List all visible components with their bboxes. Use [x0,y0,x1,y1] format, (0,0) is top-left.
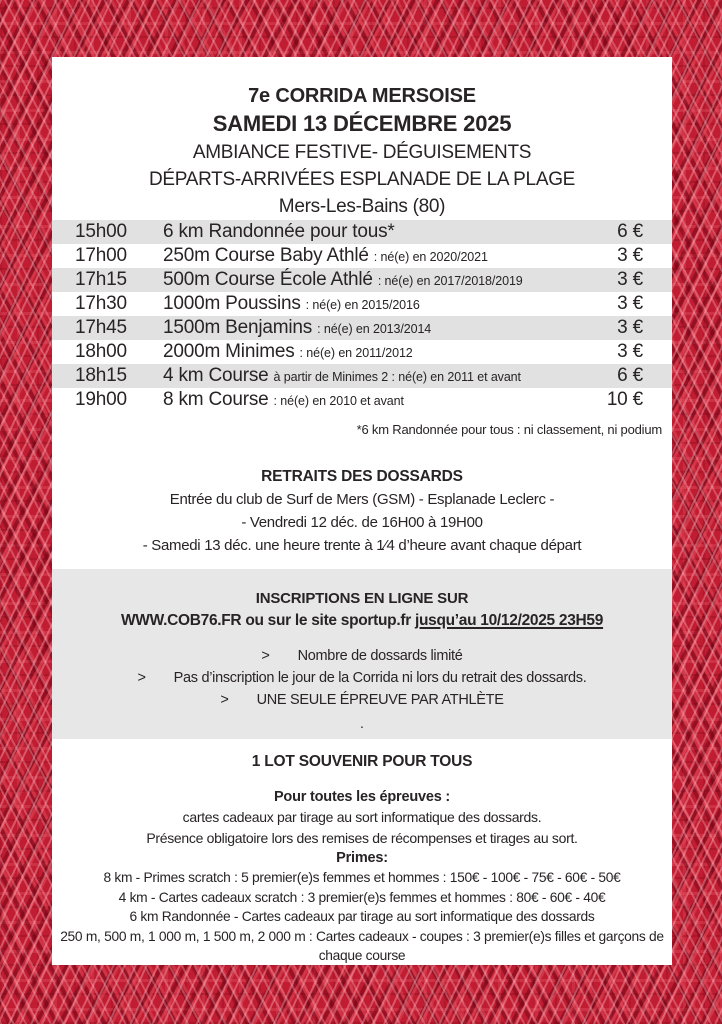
registration-rule [52,689,672,711]
schedule-price: 10 € [606,389,643,410]
rule-text: Nombre de dossards limité [297,648,463,664]
event-date: SAMEDI 13 DÉCEMBRE 2025 [212,111,512,136]
schedule-row [52,268,672,292]
event-age-note: : né(e) en 2013/2014 [317,322,432,336]
souvenir-section [52,751,672,966]
schedule-price: 6 € [617,221,643,242]
schedule-price: 3 € [617,341,643,362]
schedule-event [163,364,581,389]
bib-pickup-lines [52,488,672,557]
bib-pickup-line: - Vendredi 12 déc. de 16H00 à 19H00 [241,514,483,531]
event-name: 1000m Poussins [163,293,301,314]
schedule-row [52,292,672,316]
registration-url-line [52,609,672,632]
schedule-event [163,244,581,269]
schedule-time: 18h00 [75,341,127,362]
epreuves-heading: Pour toutes les épreuves : [273,789,451,805]
primes-lines [60,868,664,966]
bib-pickup-heading: RETRAITS DES DOSSARDS [261,468,463,485]
epreuves-lines [52,807,672,848]
flyer-header [52,57,672,220]
schedule-row [52,244,672,268]
event-age-note: : né(e) en 2015/2016 [305,298,420,312]
registration-heading: INSCRIPTIONS EN LIGNE SUR [255,590,469,607]
schedule-time: 17h30 [75,293,127,314]
schedule-price: 3 € [617,245,643,266]
event-name: 8 km Course [163,389,269,410]
event-age-note: : né(e) en 2017/2018/2019 [377,274,523,288]
trailing-dot: . [360,715,364,731]
schedule-time: 15h00 [75,221,127,242]
schedule-row [52,220,672,244]
schedule-row [52,364,672,388]
schedule-time: 19h00 [75,389,127,410]
bib-pickup-line: Entrée du club de Surf de Mers (GSM) - Esplanade Leclerc - [169,491,555,508]
flyer-panel [52,57,672,965]
schedule-event [163,340,581,365]
event-age-note: à partir de Minimes 2 : né(e) en 2011 et avant [273,370,521,384]
event-subtitle-departs: DÉPARTS-ARRIVÉES ESPLANADE DE LA PLAGE [148,169,576,190]
schedule-event [163,220,581,244]
event-name: 6 km Randonnée pour tous* [163,221,395,242]
schedule-time: 17h15 [75,269,127,290]
event-age-note: : né(e) en 2020/2021 [373,250,488,264]
schedule-event [163,268,581,293]
schedule-time: 18h15 [75,365,127,386]
bib-pickup-section [52,466,672,557]
schedule-table [52,220,672,412]
primes-heading: Primes: [336,850,388,866]
primes-line: 8 km - Primes scratch : 5 premier(e)s femmes et hommes : 150€ - 100€ - 75€ - 60€ - 50€ [103,870,621,885]
schedule-time: 17h00 [75,245,127,266]
registration-url-text: WWW.COB76.FR ou sur le site sportup.fr [120,612,415,629]
bib-pickup-line: - Samedi 13 déc. une heure trente à 1⁄4 d’heure avant chaque départ [142,537,582,554]
schedule-event [163,388,581,413]
event-name: 4 km Course [163,365,269,386]
schedule-row [52,316,672,340]
epreuves-line: Présence obligatoire lors des remises de récompenses et tirages au sort. [146,829,578,846]
registration-box [52,569,672,739]
souvenir-heading: 1 LOT SOUVENIR POUR TOUS [251,753,473,770]
schedule-event [163,292,581,317]
event-name: 1500m Benjamins [163,317,313,338]
event-name: 2000m Minimes [163,341,295,362]
primes-line: 250 m, 500 m, 1 000 m, 1 500 m, 2 000 m : Cartes cadeaux - coupes : 3 premier(e)s filles et garçons de chaque course [60,928,664,964]
event-title: 7e CORRIDA MERSOISE [248,85,476,107]
schedule-event [163,316,581,341]
event-location: Mers-Les-Bains (80) [278,196,446,217]
epreuves-line: cartes cadeaux par tirage au sort informatique des dossards. [182,809,542,825]
event-subtitle-ambiance: AMBIANCE FESTIVE- DÉGUISEMENTS [192,142,532,163]
schedule-price: 3 € [617,269,643,290]
event-name: 500m Course École Athlé [163,269,373,290]
event-name: 250m Course Baby Athlé [163,245,369,266]
registration-rule [52,667,672,689]
event-age-note: : né(e) en 2010 et avant [273,394,404,408]
chevron-marker: > [137,670,146,686]
chevron-marker: > [220,692,229,708]
schedule-row [52,340,672,364]
schedule-time: 17h45 [75,317,127,338]
rule-text: Pas d’inscription le jour de la Corrida ni lors du retrait des dossards. [173,670,587,686]
schedule-price: 3 € [617,293,643,314]
schedule-row [52,388,672,412]
primes-line: 6 km Randonnée - Cartes cadeaux par tirage au sort informatique des dossards [129,909,595,925]
schedule-price: 6 € [617,365,643,386]
rule-text: UNE SEULE ÉPREUVE PAR ATHLÈTE [256,692,504,708]
registration-rules [52,645,672,711]
schedule-footnote: *6 km Randonnée pour tous : ni classement, ni podium [356,422,662,437]
primes-line: 4 km - Cartes cadeaux scratch : 3 premier(e)s femmes et hommes : 80€ - 60€ - 40€ [118,889,606,905]
registration-rule [52,645,672,667]
chevron-marker: > [261,648,270,664]
event-age-note: : né(e) en 2011/2012 [299,346,413,360]
registration-deadline: jusqu’au 10/12/2025 23H59 [414,612,604,629]
schedule-price: 3 € [617,317,643,338]
